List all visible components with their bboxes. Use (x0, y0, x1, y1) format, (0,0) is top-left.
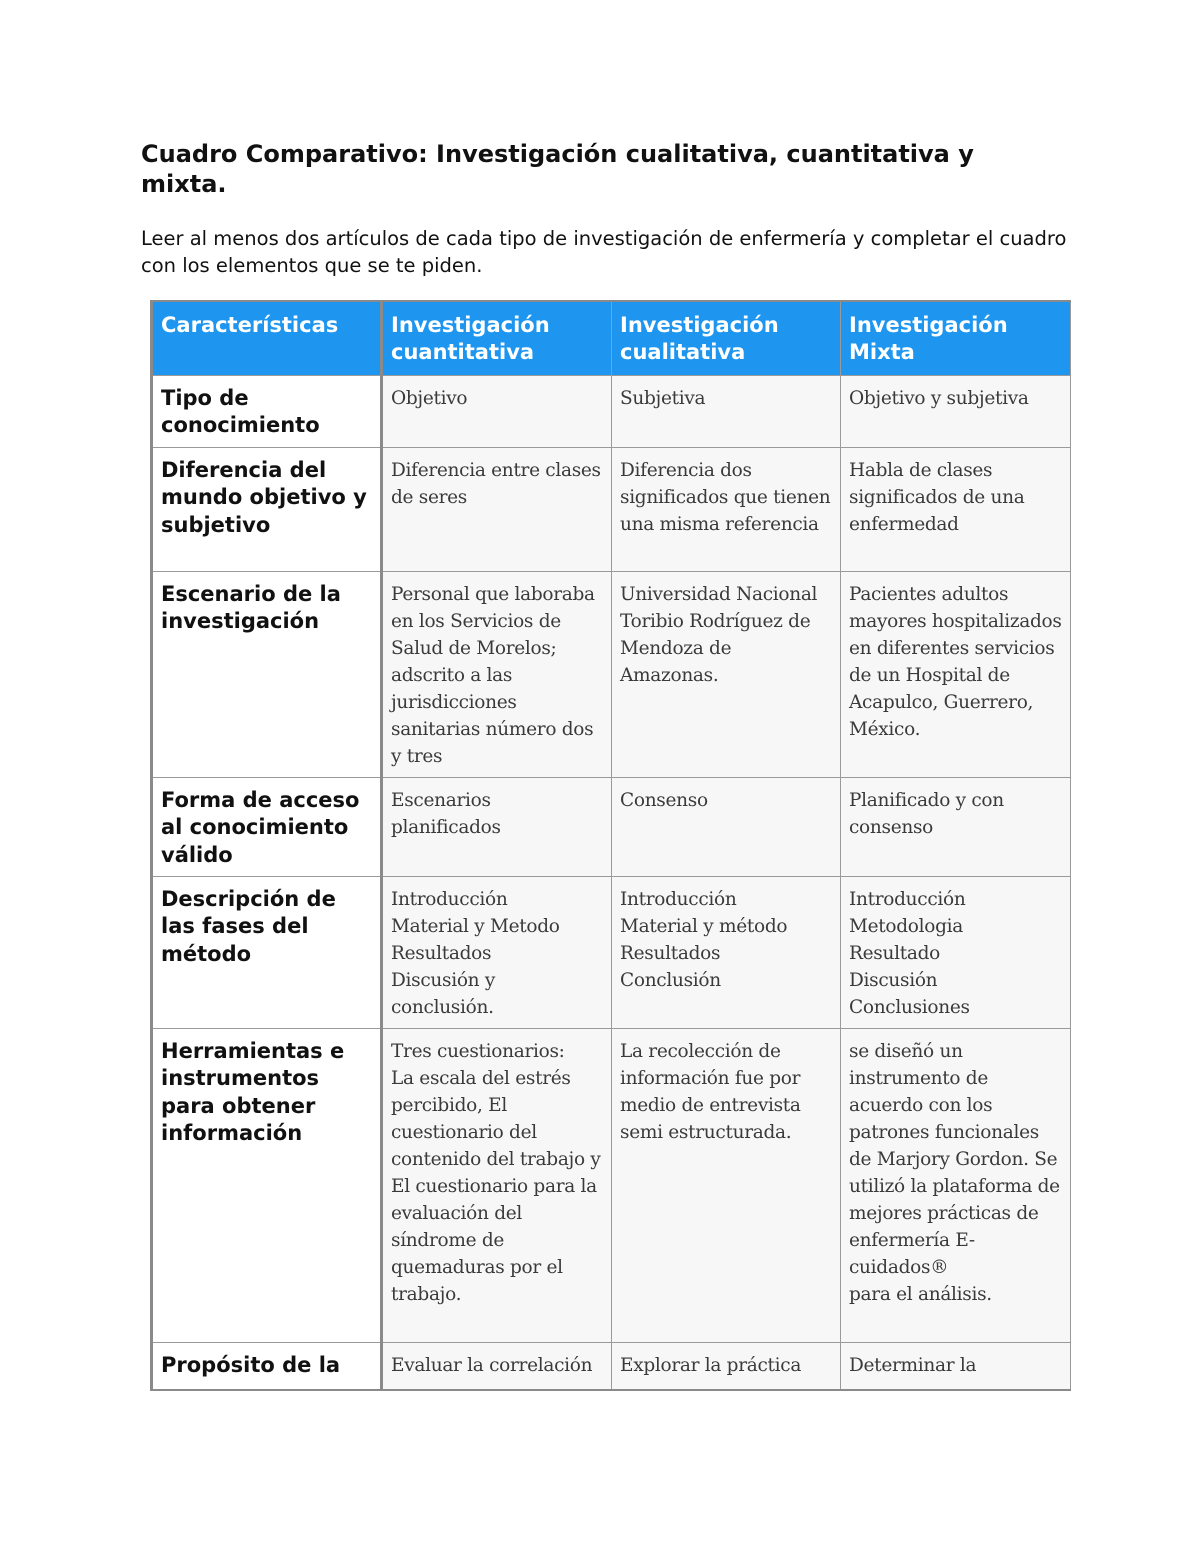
cell-mixta (841, 777, 1071, 876)
cell-text: Introducción (620, 888, 737, 910)
cell-text: Metodologia (849, 915, 963, 937)
cell-cualitativa (612, 1342, 841, 1390)
cell-text: Conclusiones (849, 996, 970, 1018)
table-row (152, 777, 1071, 876)
cell-text: Diferencia entre clases de seres (391, 459, 601, 508)
cell-mixta (841, 571, 1071, 777)
cell-cualitativa (612, 777, 841, 876)
cell-text: Consenso (620, 789, 708, 811)
cell-cuantitativa (382, 777, 612, 876)
cell-text: Conclusión (620, 969, 721, 991)
cell-text: Resultados (391, 942, 492, 964)
row-label: Forma de acceso al conocimiento válido (152, 777, 382, 876)
cell-text: Explorar la práctica (620, 1354, 802, 1376)
cell-cuantitativa (382, 1342, 612, 1390)
header-mixta: Investigación Mixta (841, 301, 1071, 375)
page-title: Cuadro Comparativo: Investigación cualitativa, cuantitativa y mixta. (141, 140, 974, 198)
cell-mixta (841, 876, 1071, 1028)
cell-text: Determinar la (849, 1354, 977, 1376)
table-row (152, 1028, 1071, 1342)
row-label: Herramientas e instrumentos para obtener información (152, 1028, 382, 1342)
cell-text: Discusión (849, 969, 938, 991)
cell-cuantitativa (382, 571, 612, 777)
cell-cualitativa (612, 876, 841, 1028)
cell-text: Material y Metodo (391, 915, 560, 937)
cell-text: La recolección de información fue por medio de entrevista semi estructurada. (620, 1040, 801, 1143)
cell-cuantitativa (382, 1028, 612, 1342)
cell-text: Pacientes adultos mayores hospitalizados en diferentes servicios de un Hospital de Acapulco, Guerrero, México. (849, 583, 1062, 740)
cell-text: Planificado y con consenso (849, 789, 1004, 838)
cell-text: Universidad Nacional Toribio Rodríguez de Mendoza de Amazonas. (620, 583, 818, 686)
cell-text: Personal que laboraba en los Servicios de Salud de Morelos; adscrito a las jurisdicciones sanitarias número dos y tres (391, 583, 595, 767)
header-caracteristicas: Características (152, 301, 382, 375)
cell-text: Tres cuestionarios: (391, 1040, 565, 1062)
cell-cuantitativa (382, 876, 612, 1028)
cell-cualitativa (612, 1028, 841, 1342)
row-label: Tipo de conocimiento (152, 375, 382, 447)
header-cuantitativa: Investigación cuantitativa (382, 301, 612, 375)
cell-text: Discusión y conclusión. (391, 969, 496, 1018)
table-row (152, 447, 1071, 571)
table-header-row (152, 301, 1071, 375)
row-label: Descripción de las fases del método (152, 876, 382, 1028)
cell-text: para el análisis. (849, 1283, 992, 1305)
row-label: Escenario de la investigación (152, 571, 382, 777)
cell-mixta (841, 447, 1071, 571)
cell-cuantitativa (382, 375, 612, 447)
cell-text: Evaluar la correlación (391, 1354, 593, 1376)
cell-text: Introducción (849, 888, 966, 910)
cell-text: La escala del estrés percibido, El cuestionario del contenido del trabajo y El cuestionario para la evaluación del síndrome de quemaduras por el trabajo. (391, 1067, 601, 1305)
comparison-table (150, 300, 1071, 1391)
cell-mixta (841, 375, 1071, 447)
cell-cualitativa (612, 375, 841, 447)
cell-text: Objetivo (391, 387, 468, 409)
cell-text: Subjetiva (620, 387, 706, 409)
table-row (152, 375, 1071, 447)
cell-text: Introducción (391, 888, 508, 910)
cell-cuantitativa (382, 447, 612, 571)
row-label: Diferencia del mundo objetivo y subjetivo (152, 447, 382, 571)
cell-text: Escenarios planificados (391, 789, 501, 838)
cell-text: Resultados (620, 942, 721, 964)
header-cualitativa: Investigación cualitativa (612, 301, 841, 375)
cell-text: Resultado (849, 942, 940, 964)
row-label: Propósito de la (152, 1342, 382, 1390)
table-row (152, 876, 1071, 1028)
cell-cualitativa (612, 571, 841, 777)
cell-mixta (841, 1028, 1071, 1342)
cell-text: Diferencia dos significados que tienen una misma referencia (620, 459, 831, 535)
table-row (152, 1342, 1071, 1390)
instructions-paragraph: Leer al menos dos artículos de cada tipo de investigación de enfermería y completar el cuadro con los elementos que se te piden. (141, 227, 1067, 277)
table-row (152, 571, 1071, 777)
cell-text: Habla de clases significados de una enfermedad (849, 459, 1025, 535)
cell-text: Objetivo y subjetiva (849, 387, 1029, 409)
cell-mixta (841, 1342, 1071, 1390)
cell-text: se diseñó un instrumento de acuerdo con los patrones funcionales de Marjory Gordon. Se utilizó la plataforma de mejores prácticas de enfermería E-cuidados® (849, 1040, 1060, 1278)
cell-cualitativa (612, 447, 841, 571)
cell-text: Material y método (620, 915, 788, 937)
